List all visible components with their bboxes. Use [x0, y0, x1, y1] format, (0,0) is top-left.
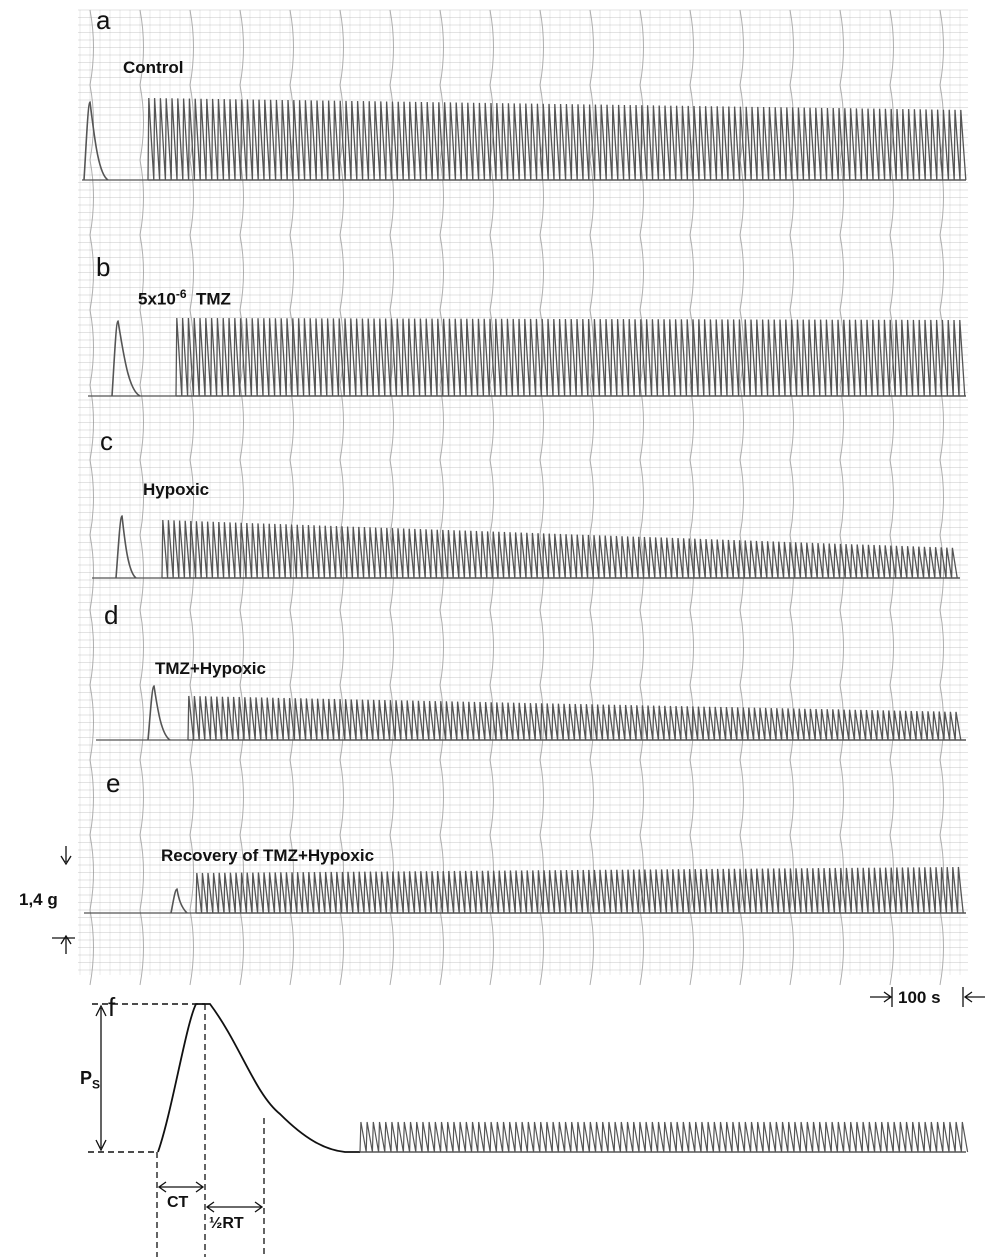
condition-label-recovery: Recovery of TMZ+Hypoxic — [161, 846, 375, 865]
trace-tmz-hypoxic-spike-train — [188, 696, 961, 740]
trace-tmz-spike-train — [176, 318, 965, 396]
trace-control-single-twitch — [84, 102, 108, 180]
condition-exponent: -6 — [175, 287, 187, 301]
force-scale-label: 1,4 g — [19, 890, 58, 909]
force-scale-bottom-arrow — [61, 936, 71, 954]
schematic-twitch-curve — [158, 1004, 360, 1152]
ct-label: CT — [167, 1194, 189, 1211]
panel-letter-d: d — [104, 600, 119, 630]
panel-letter-b: b — [96, 252, 111, 282]
panel-letter-c: c — [100, 426, 113, 456]
time-scale-right-arrow — [963, 987, 985, 1007]
ct-arrow — [159, 1182, 203, 1192]
ps-label: $P_S$ — [80, 1068, 101, 1092]
panel-letter-f: f — [108, 992, 116, 1022]
trace-hypoxic-spike-train — [162, 520, 957, 578]
time-scale-label: 100 s — [898, 988, 941, 1007]
schematic-spike-train — [360, 1122, 968, 1152]
condition-label-control: Control — [123, 58, 184, 77]
trace-recovery-spike-train — [196, 867, 963, 913]
trace-tmz-hypoxic-single-twitch — [148, 686, 170, 740]
half-relaxation-time-label: ½RT — [209, 1215, 244, 1232]
force-scale-top-arrow — [61, 846, 71, 864]
time-scale-left-arrow — [870, 987, 892, 1007]
trace-hypoxic-single-twitch — [116, 516, 136, 578]
half-rt-arrow — [207, 1202, 262, 1212]
trace-recovery-single-twitch — [171, 889, 187, 913]
condition-label-tmz — [138, 287, 231, 310]
condition-label-tmz-hypoxic: TMZ+Hypoxic — [155, 659, 266, 678]
panel-letter-e: e — [106, 768, 121, 798]
panel-letter-a: a — [96, 5, 111, 35]
condition-label-hypoxic: Hypoxic — [143, 480, 210, 499]
condition-rest: TMZ — [186, 289, 231, 309]
condition-base: 5x10 — [138, 289, 176, 309]
ps-subscript: S — [92, 1077, 101, 1092]
